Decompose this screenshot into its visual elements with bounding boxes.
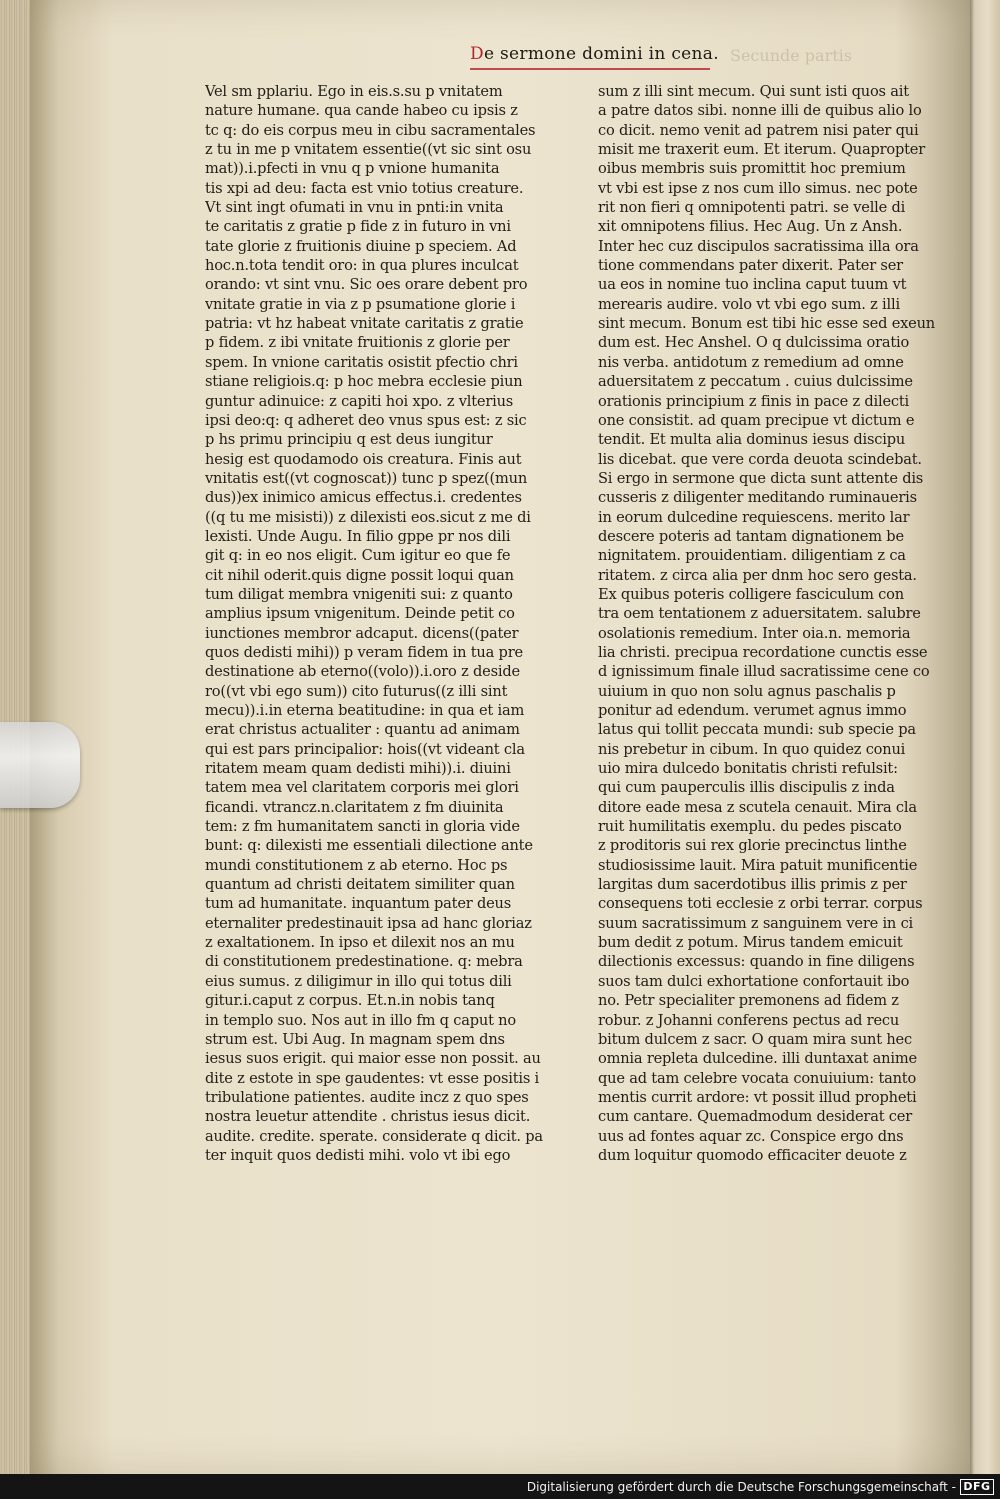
text-line: tra oem tentationem z aduersitatem. salubre — [598, 605, 921, 623]
text-line: amplius ipsum vnigenitum. Deinde petit co — [205, 605, 515, 623]
text-line: ditore eade mesa z scutela cenauit. Mira cla — [598, 798, 917, 816]
running-header-bleedthrough: Secunde partis — [730, 46, 852, 65]
text-line: que ad tam celebre vocata conuiuium: tanto — [598, 1069, 917, 1087]
text-line: uus ad fontes aquar zc. Conspice ergo dns — [598, 1127, 904, 1145]
text-line: Inter hec cuz discipulos sacratissima illa ora — [598, 237, 919, 255]
text-line: eius sumus. z diligimur in illo qui totus dili — [205, 972, 512, 990]
text-line: tate glorie z fruitionis diuine p speciem. Ad — [205, 237, 517, 255]
text-line: lis dicebat. que vere corda deuota scindebat. — [598, 450, 922, 468]
text-line: iunctiones membror adcaput. dicens((pater — [205, 624, 519, 642]
text-line: orando: vt sint vnu. Sic oes orare debent pro — [205, 276, 528, 294]
text-line: guntur adinuice: z capiti hoi xpo. z vlterius — [205, 392, 514, 410]
text-line: latus qui tollit peccata mundi: sub specie pa — [598, 721, 916, 739]
text-line: nature humane. qua cande habeo cu ipsis z — [205, 102, 518, 120]
text-line: largitas dum sacerdotibus illis primis z per — [598, 876, 907, 894]
text-line: Vel sm pplariu. Ego in eis.s.su p vnitatem — [205, 83, 503, 100]
text-line: aduersitatem z peccatum . cuius dulcissime — [598, 373, 913, 391]
text-line: stiane religiois.q: p hoc mebra ecclesie piun — [205, 373, 523, 391]
text-line: suum sacratissimum z sanguinem vere in ci — [598, 914, 914, 932]
text-line: co dicit. nemo venit ad patrem nisi pater qui — [598, 121, 919, 139]
text-line: mecu)).i.in eterna beatitudine: in qua et iam — [205, 702, 525, 719]
text-line: ritatem meam quam dedisti mihi)).i. diuini — [205, 760, 511, 778]
text-line: cum cantare. Quemadmodum desiderat cer — [598, 1108, 912, 1126]
text-line: sum z illi sint mecum. Qui sunt isti quos ait — [598, 83, 909, 100]
text-line: qui est pars principalior: hois((vt videant cla — [205, 740, 525, 758]
text-line: tem: z fm humanitatem sancti in gloria vide — [205, 818, 520, 836]
text-line: strum est. Ubi Aug. In magnam spem dns — [205, 1030, 505, 1048]
heading-text: e sermone domini in cena. — [483, 44, 719, 64]
text-line: dum loquitur quomodo efficaciter deuote z — [598, 1146, 907, 1164]
text-line: nignitatem. prouidentiam. diligentiam z ca — [598, 547, 906, 565]
text-line: gitur.i.caput z corpus. Et.n.in nobis tanq — [205, 992, 495, 1010]
text-column-right — [598, 82, 960, 1165]
text-line: robur. z Johanni conferens pectus ad recu — [598, 1011, 900, 1029]
text-line: git q: in eo nos eligit. Cum igitur eo que fe — [205, 547, 511, 565]
text-line: merearis audire. volo vt vbi ego sum. z illi — [598, 295, 900, 313]
text-line: nostra leuetur attendite . christus iesus dicit. — [205, 1108, 531, 1126]
text-line: erat christus actualiter : quantu ad animam — [205, 721, 520, 739]
text-line: di constitutionem predestinatione. q: mebra — [205, 953, 523, 971]
text-line: oibus membris suis promittit hoc premium — [598, 160, 906, 178]
text-line: eternaliter predestinauit ipsa ad hanc gloriaz — [205, 914, 532, 932]
text-line: z proditoris sui rex glorie precinctus linthe — [598, 837, 907, 855]
text-line: audite. credite. sperate. considerate q dicit. pa — [205, 1127, 543, 1145]
text-line: dus))ex inimico amicus effectus.i. credentes — [205, 489, 522, 507]
text-line: destinatione ab eterno((volo)).i.oro z deside — [205, 663, 520, 681]
text-line: nis verba. antidotum z remedium ad omne — [598, 353, 904, 371]
text-line: ter inquit quos dedisti mihi. volo vt ibi ego — [205, 1146, 511, 1164]
text-line: vnitatis est((vt cognoscat)) tunc p spez((mun — [205, 469, 528, 487]
text-line: ruit humilitatis exemplu. du pedes piscato — [598, 818, 902, 836]
text-line: osolationis remedium. Inter oia.n. memoria — [598, 624, 911, 642]
text-line: qui cum pauperculis illis discipulis z inda — [598, 779, 895, 797]
text-line: vnitate gratie in via z p psumatione glorie i — [205, 295, 516, 313]
text-line: quos dedisti mihi)) p veram fidem in tua pre — [205, 643, 523, 661]
text-line: p fidem. z ibi vnitate fruitionis z glorie per — [205, 334, 510, 352]
text-line: tis xpi ad deu: facta est vnio totius creature. — [205, 179, 524, 197]
text-line: cusseris z diligenter meditando ruminaueris — [598, 489, 917, 507]
text-line: z exaltationem. In ipso et dilexit nos an mu — [205, 934, 515, 952]
text-line: a patre datos sibi. nonne illi de quibus alio lo — [598, 102, 922, 120]
funding-notice: Digitalisierung gefördert durch die Deutsche Forschungsgemeinschaft - — [526, 1480, 956, 1494]
text-line: studiosissime lauit. Mira patuit munificentie — [598, 856, 918, 874]
text-line: hoc.n.tota tendit oro: in qua plures inculcat — [205, 257, 519, 275]
text-line: dite z estote in spe gaudentes: vt esse positis i — [205, 1069, 540, 1087]
text-line: patria: vt hz habeat vnitate caritatis z gratie — [205, 315, 524, 333]
text-line: d ignissimum finale illud sacratissime cene co — [598, 663, 930, 681]
text-line: lia christi. precipua recordatione cunctis esse — [598, 643, 928, 661]
text-line: misit me traxerit eum. Et iterum. Quapropter — [598, 141, 925, 159]
text-line: ua eos in nomine tuo inclina caput tuum vt — [598, 276, 907, 294]
text-line: omnia repleta dulcedine. illi duntaxat anime — [598, 1050, 917, 1068]
text-line: tione commendans pater dixerit. Pater ser — [598, 257, 903, 275]
page-clip — [0, 722, 80, 808]
text-line: z tu in me p vnitatem essentie((vt sic sint osu — [205, 141, 532, 159]
text-line: iesus suos erigit. qui maior esse non possit. au — [205, 1050, 541, 1068]
text-line: ponitur ad edendum. verumet agnus immo — [598, 702, 907, 719]
text-line: dum est. Hec Anshel. O q dulcissima oratio — [598, 334, 910, 352]
text-line: mentis currit ardore: vt possit illud propheti — [598, 1088, 917, 1106]
text-line: consequens toti ecclesie z orbi terrar. corpus — [598, 895, 923, 913]
text-line: in eorum dulcedine requiescens. merito lar — [598, 508, 910, 526]
text-line: lexisti. Unde Augu. In filio gppe pr nos dili — [205, 527, 511, 545]
text-line: ficandi. vtrancz.n.claritatem z fm diuinita — [205, 798, 504, 816]
text-line: spem. In vnione caritatis osistit pfectio chri — [205, 353, 518, 371]
text-line: Si ergo in sermone que dicta sunt attente dis — [598, 469, 924, 487]
text-line: ipsi deo:q: q adheret deo vnus spus est: z sic — [205, 411, 527, 429]
text-line: hesig est quodamodo ois creatura. Finis aut — [205, 450, 522, 468]
text-line: bitum dulcem z sacr. O quam mira sunt hec — [598, 1030, 912, 1048]
facing-page-edge — [968, 0, 1000, 1474]
text-line: ro((vt vbi ego sum)) cito futurus((z illi sint — [205, 682, 508, 700]
text-line: Vt sint ingt ofumati in vnu in pnti:in vnita — [205, 199, 504, 217]
text-line: bum dedit z potum. Mirus tandem emicuit — [598, 934, 903, 952]
text-line: uio mira dulcedo bonitatis christi refulsit: — [598, 760, 898, 778]
text-line: Ex quibus poteris colligere fasciculum con — [598, 585, 904, 603]
text-line: bunt: q: dilexisti me essentiali dilectione ante — [205, 837, 533, 855]
dfg-logo: DFG — [960, 1479, 994, 1495]
text-line: mundi constitutionem z ab eterno. Hoc ps — [205, 856, 508, 874]
text-line: cit nihil oderit.quis digne possit loqui quan — [205, 566, 514, 584]
text-line: ritatem. z circa alia per dnm hoc sero gesta. — [598, 566, 917, 584]
text-line: tribulatione patientes. audite incz z quo spes — [205, 1088, 529, 1106]
text-line: p hs primu principiu q est deus iungitur — [205, 431, 493, 449]
heading-underline — [470, 68, 710, 70]
text-line: nis prebetur in cibum. In quo quidez conui — [598, 740, 906, 758]
text-line: tum diligat membra vnigeniti sui: z quanto — [205, 585, 513, 603]
text-line: in templo suo. Nos aut in illo fm q caput no — [205, 1011, 516, 1029]
text-line: no. Petr specialiter premonens ad fidem z — [598, 992, 899, 1010]
text-line: sint mecum. Bonum est tibi hic esse sed exeun — [598, 315, 935, 333]
text-line: tendit. Et multa alia dominus iesus discipu — [598, 431, 906, 449]
text-line: dilectionis excessus: quando in fine diligens — [598, 953, 915, 971]
text-line: vt vbi est ipse z nos cum illo simus. nec pote — [598, 179, 918, 197]
text-line: one consistit. ad quam precipue vt dictum e — [598, 411, 915, 429]
text-line: tum ad humanitate. inquantum pater deus — [205, 895, 512, 913]
text-line: suos tam dulci exhortatione confortauit ibo — [598, 972, 910, 990]
text-line: orationis principium z finis in pace z dilecti — [598, 392, 910, 410]
text-line: uiuium in quo non solu agnus paschalis p — [598, 682, 896, 700]
text-line: te caritatis z gratie p fide z in futuro in vni — [205, 218, 511, 236]
text-line: ((q tu me misisti)) z dilexisti eos.sicut z me di — [205, 508, 531, 526]
text-line: xit omnipotens filius. Hec Aug. Un z Ansh. — [598, 218, 903, 236]
text-line: mat)).i.pfecti in vnu q p vnione humanita — [205, 160, 500, 178]
text-line: rit non fieri q omnipotenti patri. se velle di — [598, 199, 906, 217]
text-line: quantum ad christi deitatem similiter quan — [205, 876, 515, 894]
heading-initial: D — [470, 44, 484, 64]
text-line: tatem mea vel claritatem corporis mei glori — [205, 779, 519, 797]
text-line: descere poteris ad tantam dignationem be — [598, 527, 904, 545]
text-line: tc q: do eis corpus meu in cibu sacramentales — [205, 121, 536, 139]
text-column-left — [205, 82, 575, 1165]
